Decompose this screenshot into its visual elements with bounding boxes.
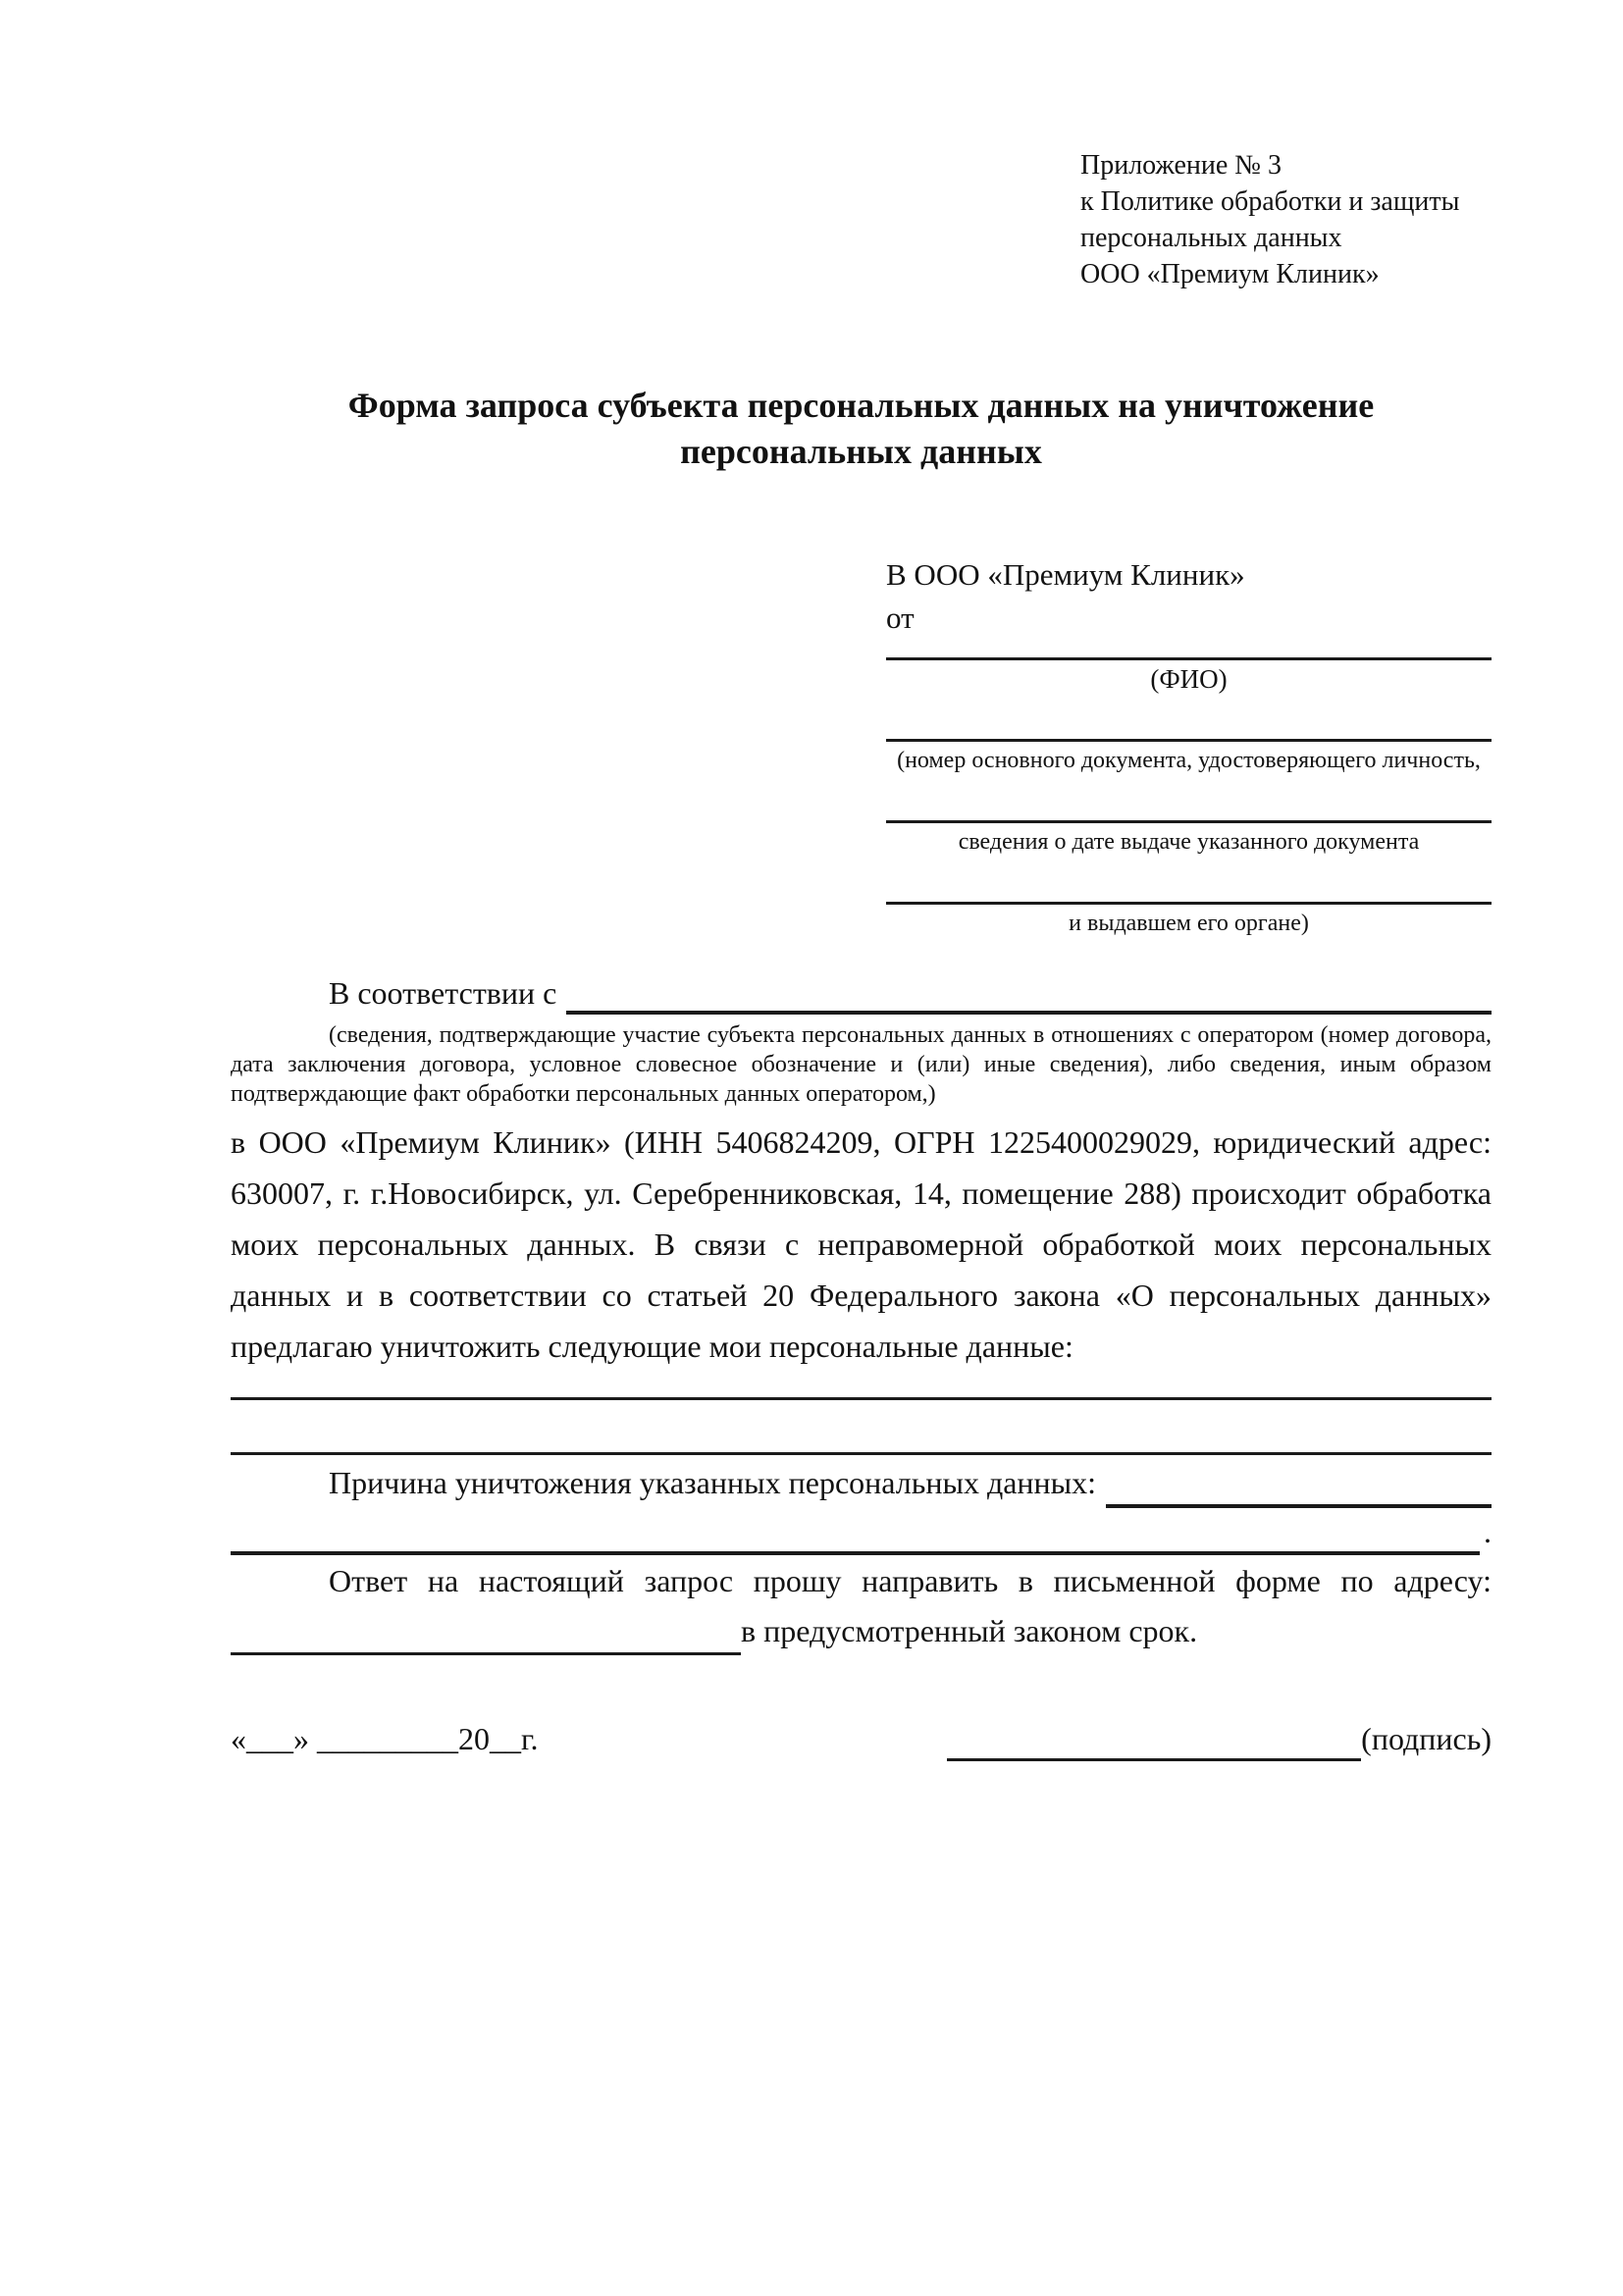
document-content — [231, 147, 1492, 1761]
document-issue-date-blank-line — [886, 803, 1492, 823]
reason-continuation-row — [231, 1508, 1492, 1555]
document-title: Форма запроса субъекта персональных данных на уничтожение персональных данных — [347, 386, 1375, 471]
accordance-note: (сведения, подтверждающие участие субъекта персональных данных в отношениях с оператором (номер договора, дата заключения договора, условное словесное обозначение и (или) иные сведения), либо сведения, иным образом подтверждающие факт обработки персональных данных оператором,) — [231, 1022, 1492, 1107]
response-address-row — [231, 1606, 1492, 1655]
fio-blank-line — [886, 640, 1492, 660]
fio-caption: (ФИО) — [1150, 664, 1228, 694]
signature-blank-line — [947, 1721, 1361, 1761]
accordance-label: В соответствии с — [329, 975, 557, 1011]
reason-label: Причина уничтожения указанных персональных данных: — [329, 1465, 1097, 1500]
personal-data-blank-line-1 — [231, 1372, 1492, 1400]
document-issuer-blank-line — [886, 884, 1492, 905]
reason-blank-line — [1106, 1461, 1492, 1508]
signature-group — [947, 1716, 1492, 1761]
signature-caption: (подпись) — [1361, 1721, 1492, 1756]
date-blank-line: «___» _________20__г. — [231, 1721, 539, 1756]
reason-row — [231, 1457, 1492, 1508]
addressee-from-label: от — [886, 600, 915, 635]
appendix-number: Приложение № 3 — [1080, 150, 1282, 181]
reason-blank-line-2 — [231, 1512, 1480, 1555]
footer-row — [231, 1716, 1492, 1761]
document-number-caption: (номер основного документа, удостоверяющего личность, — [897, 748, 1481, 773]
accordance-row — [231, 971, 1492, 1015]
document-issuer-caption: и выдавшем его органе) — [1069, 911, 1309, 936]
personal-data-blank-line-2 — [231, 1400, 1492, 1455]
reason-terminator: . — [1484, 1514, 1492, 1549]
document-issue-date-caption: сведения о дате выдаче указанного документа — [958, 829, 1420, 855]
response-tail-text: в предусмотренный законом срок. — [741, 1613, 1198, 1648]
appendix-header — [1080, 147, 1492, 292]
accordance-blank-line — [566, 973, 1492, 1015]
policy-reference-line-1: к Политике обработки и защиты — [1080, 186, 1460, 217]
response-request-line: Ответ на настоящий запрос прошу направить в письменной форме по адресу: — [329, 1563, 1492, 1598]
addressee-to-line: В ООО «Премиум Клиник» — [886, 557, 1245, 592]
address-blank-line — [231, 1611, 741, 1655]
policy-reference-line-2: персональных данных — [1080, 223, 1342, 253]
main-paragraph: в ООО «Премиум Клиник» (ИНН 5406824209, ОГРН 1225400029029, юридический адрес: 630007, г. г.Новосибирск, ул. Серебренниковская, 14, помещение 288) происходит обработка моих персональных данных. В связи с неправомерной обработкой моих персональных данных и в соответствии со статьей 20 Федерального закона «О персональных данных» предлагаю уничтожить следующие мои персональные данные: — [231, 1124, 1492, 1364]
organization-name: ООО «Премиум Клиник» — [1080, 259, 1380, 289]
document-number-blank-line — [886, 721, 1492, 742]
addressee-block — [886, 553, 1492, 938]
